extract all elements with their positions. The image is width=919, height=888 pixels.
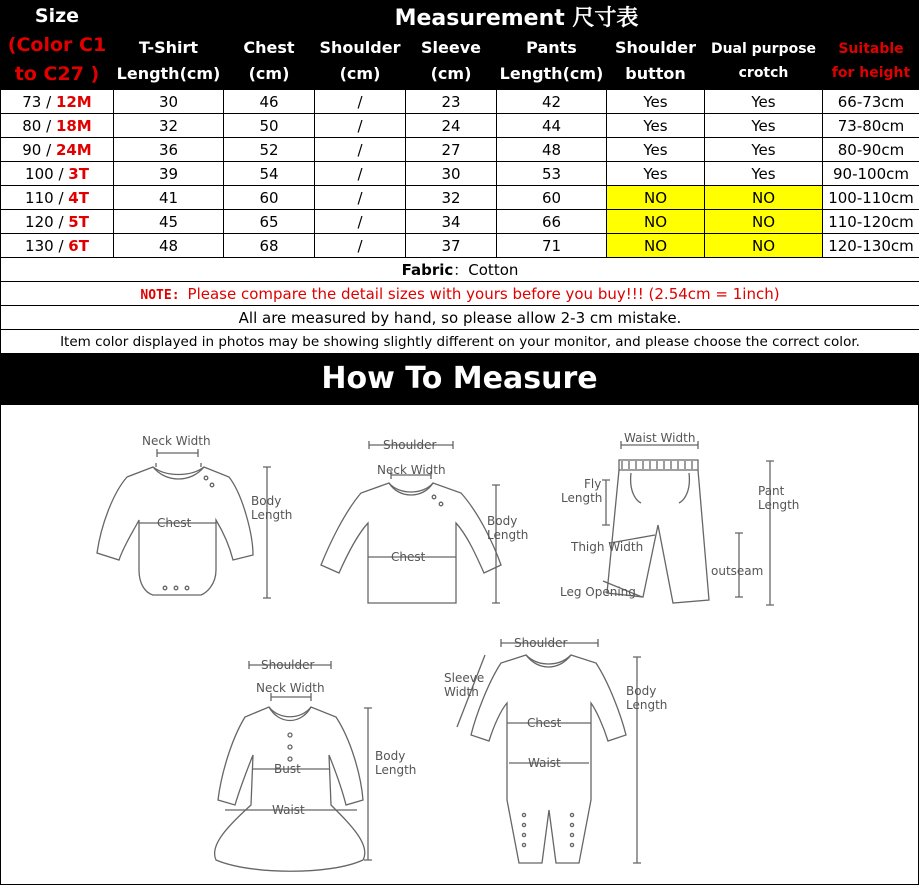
- cell-shoulder: /: [315, 162, 406, 186]
- size-age: 4T: [68, 189, 89, 207]
- hand-measured-note: All are measured by hand, so please allow 2-3 cm mistake.: [1, 306, 919, 330]
- romper-chest-label: Chest: [527, 716, 562, 730]
- size-row: [1, 234, 919, 258]
- size-header-title: Size: [1, 2, 113, 31]
- col-sleeve: Sleeve (cm): [406, 33, 497, 89]
- cell-sleeve: 34: [406, 210, 497, 234]
- shirt-body-label1: Body: [487, 514, 517, 528]
- cell-height: 80-90cm: [823, 138, 919, 162]
- cell-button: NO: [607, 210, 705, 234]
- cell-height: 100-110cm: [823, 186, 919, 210]
- col-dual-purpose-crotch: Dual purpose crotch: [705, 33, 823, 89]
- cell-height: 73-80cm: [823, 114, 919, 138]
- measure-diagrams-svg: [1, 405, 918, 884]
- cell-button: Yes: [607, 162, 705, 186]
- cell-pants: 66: [497, 210, 607, 234]
- dress-shoulder-label: Shoulder: [261, 658, 315, 672]
- cell-sleeve: 24: [406, 114, 497, 138]
- cell-crotch: NO: [705, 210, 823, 234]
- size-row: [1, 186, 919, 210]
- cell-crotch: Yes: [705, 114, 823, 138]
- cell-tshirt: 48: [114, 234, 224, 258]
- cell-tshirt: 45: [114, 210, 224, 234]
- size-age: 6T: [68, 237, 89, 255]
- shirt-body-label2: Length: [487, 528, 528, 542]
- cell-height: 120-130cm: [823, 234, 919, 258]
- pants-waist-label: Waist Width: [624, 431, 695, 445]
- cell-crotch: NO: [705, 234, 823, 258]
- romper-body-label1: Body: [626, 684, 656, 698]
- cell-height: 90-100cm: [823, 162, 919, 186]
- bodysuit-diagram: [97, 434, 292, 598]
- size-age: 12M: [56, 93, 92, 111]
- how-to-measure-title: How To Measure: [0, 353, 919, 405]
- cell-pants: 71: [497, 234, 607, 258]
- bodysuit-body-label1: Body: [251, 494, 281, 508]
- romper-body-label2: Length: [626, 698, 667, 712]
- cell-shoulder: /: [315, 186, 406, 210]
- col-chest: Chest (cm): [224, 33, 315, 89]
- shirt-neck-label: Neck Width: [377, 463, 446, 477]
- size-cell: [1, 186, 114, 210]
- shirt-shoulder-label: Shoulder: [383, 438, 437, 452]
- cell-shoulder: /: [315, 90, 406, 114]
- measure-diagrams: [0, 405, 919, 885]
- size-cell: [1, 90, 114, 114]
- size-number: 110 /: [25, 189, 68, 207]
- cell-tshirt: 30: [114, 90, 224, 114]
- size-number: 73 /: [22, 93, 56, 111]
- size-cell: [1, 234, 114, 258]
- measurement-title: Measurement 尺寸表: [114, 1, 919, 34]
- size-number: 120 /: [25, 213, 68, 231]
- col-shoulder: Shoulder (cm): [315, 33, 406, 89]
- cell-chest: 60: [224, 186, 315, 210]
- size-row: [1, 138, 919, 162]
- color-range-line1: (Color C1: [1, 31, 113, 60]
- cell-sleeve: 27: [406, 138, 497, 162]
- note-label: NOTE:: [140, 288, 179, 303]
- size-age: 3T: [68, 165, 89, 183]
- pants-fly-label2: Length: [561, 491, 602, 505]
- cell-button: Yes: [607, 114, 705, 138]
- size-row: [1, 210, 919, 234]
- size-row: [1, 162, 919, 186]
- cell-pants: 53: [497, 162, 607, 186]
- cell-sleeve: 23: [406, 90, 497, 114]
- dress-waist-label: Waist: [272, 803, 305, 817]
- cell-crotch: Yes: [705, 162, 823, 186]
- cell-crotch: Yes: [705, 138, 823, 162]
- bodysuit-chest-label: Chest: [157, 516, 192, 530]
- pants-diagram: [560, 431, 799, 605]
- note-row: [1, 282, 919, 306]
- romper-diagram: [444, 636, 667, 863]
- size-row: [1, 90, 919, 114]
- size-cell: [1, 162, 114, 186]
- col-tshirt-length: T-Shirt Length(cm): [114, 33, 224, 89]
- cell-chest: 65: [224, 210, 315, 234]
- cell-shoulder: /: [315, 138, 406, 162]
- size-number: 80 /: [22, 117, 56, 135]
- cell-tshirt: 39: [114, 162, 224, 186]
- shirt-diagram: [321, 438, 528, 603]
- fabric-label: Fabric: [402, 261, 454, 279]
- cell-chest: 46: [224, 90, 315, 114]
- cell-chest: 54: [224, 162, 315, 186]
- dress-neck-label: Neck Width: [256, 681, 325, 695]
- romper-waist-label: Waist: [528, 756, 561, 770]
- cell-shoulder: /: [315, 234, 406, 258]
- size-number: 130 /: [25, 237, 68, 255]
- cell-tshirt: 41: [114, 186, 224, 210]
- size-cell: [1, 114, 114, 138]
- size-age: 24M: [56, 141, 92, 159]
- cell-shoulder: /: [315, 114, 406, 138]
- dress-bust-label: Bust: [274, 762, 301, 776]
- size-age: 5T: [68, 213, 89, 231]
- pants-thigh-label: Thigh Width: [570, 540, 643, 554]
- bodysuit-neck-label: Neck Width: [142, 434, 211, 448]
- size-cell: [1, 138, 114, 162]
- cell-chest: 50: [224, 114, 315, 138]
- col-suitable-height: Suitable for height: [823, 33, 919, 89]
- cell-pants: 44: [497, 114, 607, 138]
- romper-shoulder-label: Shoulder: [514, 636, 568, 650]
- cell-pants: 48: [497, 138, 607, 162]
- color-disclaimer: Item color displayed in photos may be showing slightly different on your monitor, and please choose the correct color.: [1, 330, 919, 354]
- cell-sleeve: 37: [406, 234, 497, 258]
- cell-button: Yes: [607, 90, 705, 114]
- cell-pants: 42: [497, 90, 607, 114]
- fabric-value: ：Cotton: [453, 261, 518, 279]
- dress-body-label2: Length: [375, 763, 416, 777]
- size-age: 18M: [56, 117, 92, 135]
- fabric-row: [1, 258, 919, 282]
- cell-sleeve: 30: [406, 162, 497, 186]
- size-cell: [1, 210, 114, 234]
- shirt-chest-label: Chest: [391, 550, 426, 564]
- cell-tshirt: 36: [114, 138, 224, 162]
- cell-pants: 60: [497, 186, 607, 210]
- cell-button: Yes: [607, 138, 705, 162]
- cell-height: 110-120cm: [823, 210, 919, 234]
- dress-body-label1: Body: [375, 749, 405, 763]
- romper-sleeve-label1: Sleeve: [444, 671, 484, 685]
- cell-chest: 68: [224, 234, 315, 258]
- pants-fly-label1: Fly: [584, 477, 601, 491]
- cell-sleeve: 32: [406, 186, 497, 210]
- pants-pant-label1: Pant: [758, 484, 785, 498]
- pants-outseam-label: outseam: [711, 564, 763, 578]
- cell-height: 66-73cm: [823, 90, 919, 114]
- size-rows: [1, 90, 919, 258]
- cell-shoulder: /: [315, 210, 406, 234]
- cell-button: NO: [607, 234, 705, 258]
- dress-diagram: [215, 658, 417, 871]
- cell-tshirt: 32: [114, 114, 224, 138]
- note-text: Please compare the detail sizes with yours before you buy!!! (2.54cm = 1inch): [188, 285, 780, 303]
- bodysuit-body-label2: Length: [251, 508, 292, 522]
- size-number: 100 /: [25, 165, 68, 183]
- cell-button: NO: [607, 186, 705, 210]
- pants-leg-label: Leg Opening: [560, 585, 636, 599]
- romper-sleeve-label2: Width: [444, 685, 479, 699]
- cell-crotch: NO: [705, 186, 823, 210]
- color-range-line2: to C27 ): [1, 60, 113, 89]
- size-number: 90 /: [22, 141, 56, 159]
- size-header: [1, 1, 114, 90]
- pants-pant-label2: Length: [758, 498, 799, 512]
- size-table: [0, 0, 919, 354]
- cell-crotch: Yes: [705, 90, 823, 114]
- cell-chest: 52: [224, 138, 315, 162]
- size-row: [1, 114, 919, 138]
- col-shoulder-button: Shoulder button: [607, 33, 705, 89]
- col-pants-length: Pants Length(cm): [497, 33, 607, 89]
